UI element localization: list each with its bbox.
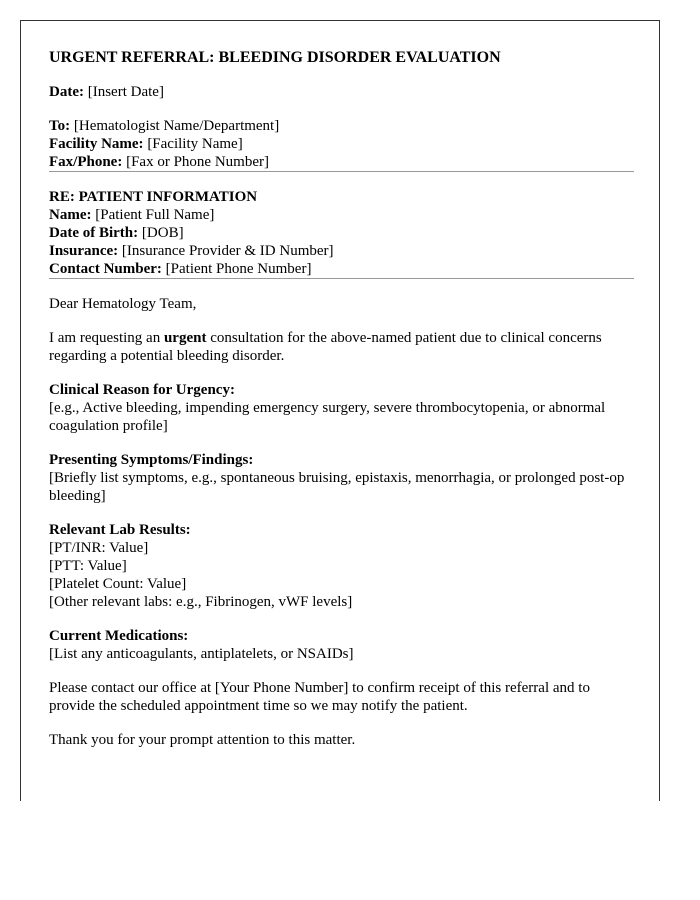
lab-item: [PT/INR: Value]	[49, 540, 149, 556]
recipient-block	[49, 117, 634, 171]
lab-item: [Platelet Count: Value]	[49, 576, 187, 592]
patient-name-value: [Patient Full Name]	[91, 207, 215, 223]
referral-letter-page	[20, 20, 660, 801]
intro-text-end: consultation for the above-named patient due to clinical concerns regarding a potential bleeding disorder.	[49, 330, 602, 364]
urgency-text: [e.g., Active bleeding, impending emergency surgery, severe thrombocytopenia, or abnormal coagulation profile]	[49, 400, 606, 434]
intro-urgent-emphasis: urgent	[163, 330, 207, 346]
symptoms-section	[49, 451, 634, 505]
date-value: [Insert Date]	[83, 84, 164, 100]
insurance-label: Insurance:	[49, 243, 119, 259]
facility-label: Facility Name:	[49, 136, 144, 152]
date-label: Date:	[49, 84, 84, 100]
lab-item: [Other relevant labs: e.g., Fibrinogen, vWF levels]	[49, 594, 353, 610]
intro-text-start: I am requesting an	[49, 330, 164, 346]
contact-number-label: Contact Number:	[49, 261, 162, 277]
document-title: URGENT REFERRAL: BLEEDING DISORDER EVALUATION	[49, 49, 501, 66]
labs-section	[49, 521, 634, 611]
dob-value: [DOB]	[138, 225, 184, 241]
symptoms-heading: Presenting Symptoms/Findings:	[49, 452, 254, 468]
urgency-section	[49, 381, 634, 435]
divider-2	[49, 278, 634, 279]
letter-content	[49, 49, 634, 749]
fax-label: Fax/Phone:	[49, 154, 123, 170]
labs-heading: Relevant Lab Results:	[49, 522, 191, 538]
lab-item: [PTT: Value]	[49, 558, 127, 574]
medications-section	[49, 627, 634, 663]
facility-value: [Facility Name]	[143, 136, 243, 152]
dob-label: Date of Birth:	[49, 225, 139, 241]
patient-block	[49, 188, 634, 278]
contact-number-value: [Patient Phone Number]	[161, 261, 312, 277]
closing-request-paragraph: Please contact our office at [Your Phone Number] to confirm receipt of this referral and to provide the scheduled appointment time so we may notify the patient.	[49, 680, 590, 714]
to-label: To:	[49, 118, 71, 134]
thank-you-line: Thank you for your prompt attention to this matter.	[49, 732, 356, 748]
patient-name-label: Name:	[49, 207, 92, 223]
symptoms-text: [Briefly list symptoms, e.g., spontaneous bruising, epistaxis, menorrhagia, or prolonged post-op bleeding]	[49, 470, 625, 504]
to-value: [Hematologist Name/Department]	[70, 118, 280, 134]
patient-heading: RE: PATIENT INFORMATION	[49, 189, 258, 205]
intro-paragraph	[49, 329, 634, 365]
date-line	[49, 83, 634, 101]
medications-text: [List any anticoagulants, antiplatelets, or NSAIDs]	[49, 646, 354, 662]
insurance-value: [Insurance Provider & ID Number]	[118, 243, 334, 259]
urgency-heading: Clinical Reason for Urgency:	[49, 382, 235, 398]
greeting: Dear Hematology Team,	[49, 296, 197, 312]
fax-value: [Fax or Phone Number]	[122, 154, 269, 170]
divider-1	[49, 171, 634, 172]
medications-heading: Current Medications:	[49, 628, 189, 644]
